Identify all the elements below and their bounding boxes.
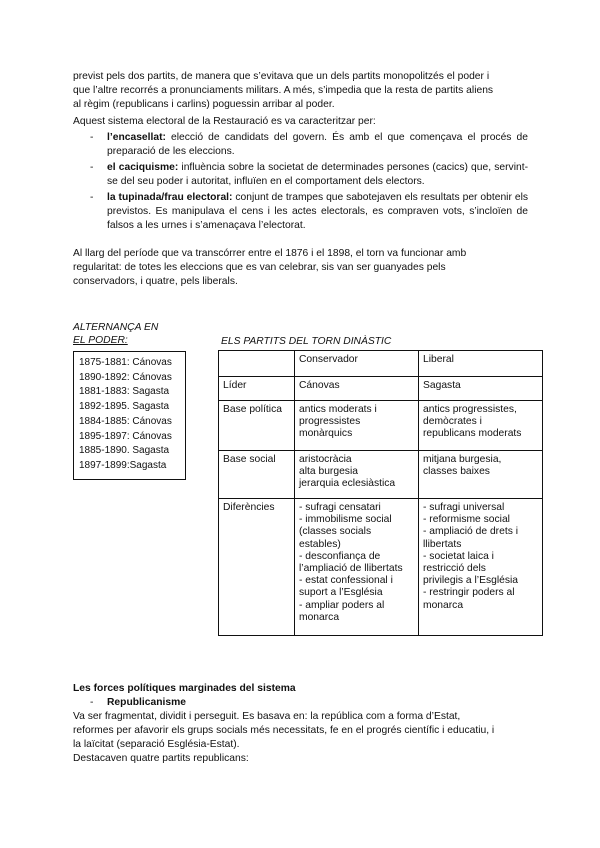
cell-line: mitjana burgesia, xyxy=(423,454,502,465)
cell-line: - sufragi censatari xyxy=(299,502,381,513)
intro-line: previst pels dos partits, de manera que s’evitava que un dels partits monopolitzés el poder i xyxy=(73,71,490,82)
table-row xyxy=(219,451,543,499)
characteristic-text: elecció de candidats del govern. És amb el que començava el procés de preparació de les eleccions. xyxy=(107,132,528,157)
alternanca-caption-line1: ALTERNANÇA EN xyxy=(73,322,159,333)
cell-line: republicans moderats xyxy=(423,428,522,440)
cell-line: alta burgesia xyxy=(299,466,358,478)
cell-line: - estat confessional i xyxy=(299,575,393,587)
alternanca-caption-line2: EL PODER: xyxy=(73,335,128,346)
intro-line: que l’altre recorrés a pronunciaments militars. A més, s’impedia que la resta de partits aliens xyxy=(73,85,494,96)
republicanisme-line: reformes per afavorir els grups socials més necessitats, fe en el progrés científic i educatiu, i xyxy=(73,725,495,736)
cell-line: suport a l’Església xyxy=(299,587,383,599)
torn-line: Al llarg del període que va transcórrer entre el 1876 i el 1898, el torn va funcionar amb xyxy=(73,248,467,259)
conservador-cell xyxy=(295,451,419,499)
intro-paragraph xyxy=(73,70,528,112)
conservador-cell xyxy=(295,499,419,636)
table-header-cell: Conservador xyxy=(295,351,419,377)
characteristic-item xyxy=(90,191,528,233)
table-row xyxy=(219,401,543,451)
characteristic-text: influència sobre la societat de determinades persones (cacics) que, servint-se del seu poder i autoritat, influïen en el comportament dels electors. xyxy=(107,162,528,187)
cell-line: - immobilisme social xyxy=(299,514,392,526)
cell-line: llibertats xyxy=(423,538,462,550)
cell-line: progressistes xyxy=(299,416,361,428)
cell-line: privilegis a l’Església xyxy=(423,575,518,587)
republicanisme-heading: Republicanisme xyxy=(107,697,186,708)
bullet-dash: - xyxy=(90,132,94,143)
liberal-cell xyxy=(419,377,543,401)
row-label: Diferències xyxy=(219,499,295,636)
republicanisme-line: Va ser fragmentat, dividit i perseguit. Es basava en: la república com a forma d’Estat, xyxy=(73,711,461,722)
characteristic-term: l’encasellat: xyxy=(107,132,166,143)
characteristic-text: conjunt de trampes que sabotejaven els resultats per obtenir els previstos. Es manipulava el cens i les actes electorals, es compraven vots, s’incloïen de falsos a les urnes i s’amenaçava l’electorat. xyxy=(107,192,529,231)
period-item: 1897-1899:Sagasta xyxy=(79,459,167,471)
torn-paragraph xyxy=(73,247,528,289)
intro-line: al règim (republicans i carlins) poguessin arribar al poder. xyxy=(73,99,335,110)
row-label: Base social xyxy=(219,451,295,499)
torn-line: regularitat: de totes les eleccions que es van celebrar, sis van ser guanyades pels xyxy=(73,262,446,273)
cell-line: jerarquia eclesiàstica xyxy=(299,478,396,490)
row-label: Líder xyxy=(219,377,295,401)
cell-line: - sufragi universal xyxy=(423,502,505,513)
liberal-cell xyxy=(419,451,543,499)
cell-line: - ampliació de drets i xyxy=(423,526,518,538)
cell-line: l’ampliació de llibertats xyxy=(299,563,403,575)
bullet-dash: - xyxy=(90,192,94,203)
characteristic-item xyxy=(90,161,528,189)
cell-line: - reformisme social xyxy=(423,514,510,526)
cell-line: monàrquics xyxy=(299,428,353,440)
liberal-cell xyxy=(419,499,543,636)
period-item: 1885-1890. Sagasta xyxy=(79,445,170,457)
cell-line: Cánovas xyxy=(299,380,340,391)
cell-line: monarca xyxy=(299,611,340,623)
period-item: 1884-1885: Cánovas xyxy=(79,415,172,427)
cell-line: estables) xyxy=(299,538,341,550)
table-row xyxy=(219,377,543,401)
liberal-cell xyxy=(419,401,543,451)
system-intro: Aquest sistema electoral de la Restauració es va caracteritzar per: xyxy=(73,116,376,127)
republicanisme-subheading xyxy=(90,696,186,710)
period-item: 1890-1892: Cánovas xyxy=(79,371,172,383)
row-label: Base política xyxy=(219,401,295,451)
period-item: 1895-1897: Cánovas xyxy=(79,430,172,442)
forces-heading: Les forces polítiques marginades del sistema xyxy=(73,683,296,694)
cell-line: - desconfiança de xyxy=(299,550,381,562)
cell-line: aristocràcia xyxy=(299,454,352,465)
cell-line: - restringir poders al xyxy=(423,587,515,599)
cell-line: antics moderats i xyxy=(299,404,377,415)
partits-table-caption: ELS PARTITS DEL TORN DINÀSTIC xyxy=(221,336,392,347)
period-item: 1881-1883: Sagasta xyxy=(79,386,170,398)
characteristic-item xyxy=(90,131,528,159)
cell-line: (classes socials xyxy=(299,526,372,538)
partits-table xyxy=(218,350,543,636)
cell-line: - societat laica i xyxy=(423,550,494,562)
cell-line: restricció dels xyxy=(423,563,486,575)
period-item: 1875-1881: Cánovas xyxy=(79,357,172,368)
conservador-cell xyxy=(295,401,419,451)
bullet-dash: - xyxy=(90,162,94,173)
cell-line: - ampliar poders al xyxy=(299,599,385,611)
cell-line: monarca xyxy=(423,599,464,611)
table-row xyxy=(219,499,543,636)
torn-line: conservadors, i quatre, pels liberals. xyxy=(73,276,238,287)
table-header-cell: Liberal xyxy=(419,351,543,377)
cell-line: demòcrates i xyxy=(423,416,482,428)
table-header-cell xyxy=(219,351,295,377)
destacaven-text: Destacaven quatre partits republicans: xyxy=(73,753,249,764)
cell-line: antics progressistes, xyxy=(423,404,517,415)
characteristic-term: la tupinada/frau electoral: xyxy=(107,192,233,203)
alternanca-box xyxy=(73,351,186,480)
table-header-row xyxy=(219,351,543,377)
cell-line: classes baixes xyxy=(423,466,490,478)
period-item: 1892-1895. Sagasta xyxy=(79,401,170,413)
bullet-dash: - xyxy=(90,697,94,708)
conservador-cell xyxy=(295,377,419,401)
cell-line: Sagasta xyxy=(423,380,461,391)
characteristic-term: el caciquisme: xyxy=(107,162,179,173)
republicanisme-line: la laïcitat (separació Església-Estat). xyxy=(73,739,240,750)
republicanisme-paragraph xyxy=(73,710,528,752)
